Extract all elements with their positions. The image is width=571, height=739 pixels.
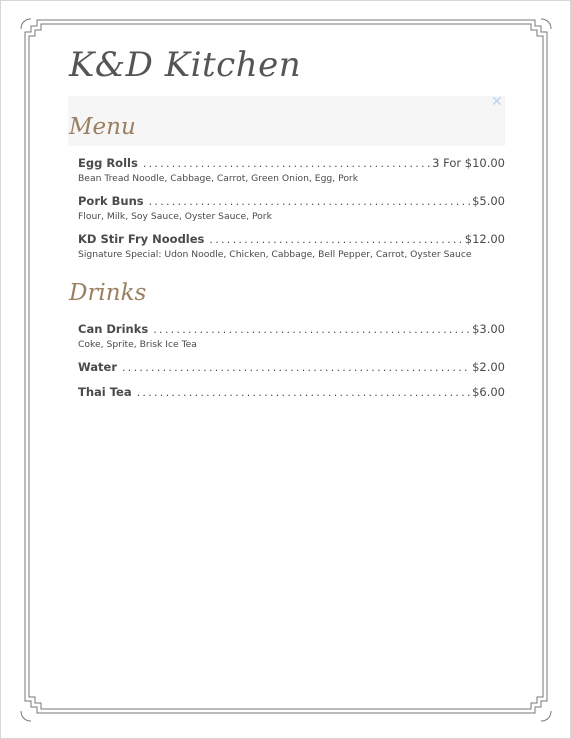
item-price: $3.00 — [472, 322, 505, 336]
section-heading-menu: Menu — [69, 114, 136, 140]
menu-item-water — [78, 360, 505, 376]
section-heading-drinks: Drinks — [69, 280, 147, 306]
dot-leader — [153, 323, 470, 336]
item-name: Can Drinks — [78, 322, 149, 336]
menu-item-kd-stir-fry-noodles — [78, 232, 505, 260]
item-price: $5.00 — [472, 194, 505, 208]
menu-item-egg-rolls — [78, 156, 505, 184]
dot-leader — [209, 233, 462, 246]
menu-item-thai-tea — [78, 385, 505, 401]
item-description: Bean Tread Noodle, Cabbage, Carrot, Green Onion, Egg, Pork — [78, 173, 359, 184]
item-price: 3 For $10.00 — [432, 156, 505, 170]
dot-leader — [122, 361, 470, 374]
dot-leader — [137, 386, 470, 399]
restaurant-title: K&D Kitchen — [69, 45, 302, 85]
item-name: Water — [78, 360, 118, 374]
item-name: KD Stir Fry Noodles — [78, 232, 205, 246]
item-price: $2.00 — [472, 360, 505, 374]
item-name: Thai Tea — [78, 385, 132, 399]
dot-leader — [149, 195, 470, 208]
item-description: Signature Special: Udon Noodle, Chicken, Cabbage, Bell Pepper, Carrot, Oyster Sauce — [78, 249, 472, 260]
menu-item-pork-buns — [78, 194, 505, 222]
close-icon[interactable]: ✕ — [491, 94, 503, 110]
menu-item-can-drinks — [78, 322, 505, 350]
item-description: Coke, Sprite, Brisk Ice Tea — [78, 339, 197, 350]
item-description: Flour, Milk, Soy Sauce, Oyster Sauce, Pork — [78, 211, 272, 222]
item-name: Pork Buns — [78, 194, 144, 208]
item-price: $6.00 — [472, 385, 505, 399]
item-name: Egg Rolls — [78, 156, 138, 170]
dot-leader — [143, 157, 430, 170]
item-price: $12.00 — [464, 232, 505, 246]
